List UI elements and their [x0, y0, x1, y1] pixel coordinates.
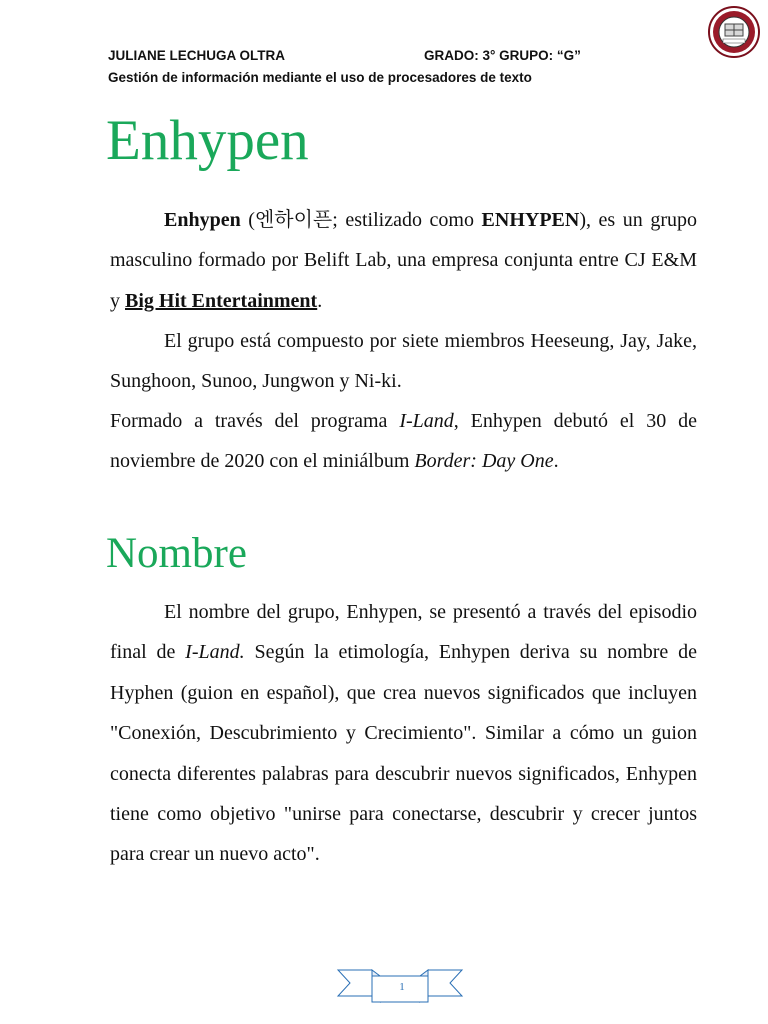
nombre-paragraph [110, 592, 697, 875]
big-hit-link[interactable]: Big Hit Entertainment [125, 289, 318, 312]
intro-text: Formado a través del programa [110, 410, 400, 432]
intro-text: ), es un grupo masculino formado por Belift Lab, una empresa conjunta entre CJ E&M y [110, 209, 697, 312]
grade-group: GRADO: 3° GRUPO: “G” [424, 48, 581, 63]
nombre-text: Según la etimología, Enhypen deriva su nombre de Hyphen (guion en español), que crea nuevos significados que incluyen "Conexión, Descubrimiento y Crecimiento". Similar a cómo un guion conecta diferentes palabras para descubrir nuevos significados, Enhypen tiene como objetivo "unirse para conectarse, descubrir y crecer juntos para crear un nuevo acto". [110, 641, 697, 866]
intro-paragraph-1 [110, 200, 697, 321]
intro-text: . [317, 289, 323, 312]
header-author-grade [108, 48, 668, 63]
nombre-text: El nombre del grupo, Enhypen, se presentó a través del episodio final de [110, 601, 697, 664]
album-name-italic: Border: Day One [414, 450, 554, 473]
author-name: JULIANE LECHUGA OLTRA [108, 48, 285, 63]
band-name-bold: Enhypen [164, 209, 241, 231]
intro-text: , Enhypen debutó el 30 de noviembre de 2020 con el miniálbum [110, 410, 697, 473]
intro-text: . [553, 450, 559, 473]
intro-paragraph-3 [110, 401, 697, 482]
page-title: Enhypen [106, 109, 309, 172]
intro-text: (엔하이픈; estilizado como [240, 209, 482, 231]
stylized-name-bold: ENHYPEN [481, 209, 580, 231]
school-seal-icon [708, 6, 760, 58]
show-name-italic: I-Land. [185, 641, 245, 664]
header-subject: Gestión de información mediante el uso de procesadores de texto [108, 70, 532, 85]
page-number: 1 [399, 981, 405, 993]
show-name-italic: I-Land [399, 410, 454, 432]
intro-paragraph-2: El grupo está compuesto por siete miembros Heeseung, Jay, Jake, Sunghoon, Sunoo, Jungwon y Ni-ki. [110, 330, 697, 393]
section-heading-nombre: Nombre [106, 530, 247, 577]
